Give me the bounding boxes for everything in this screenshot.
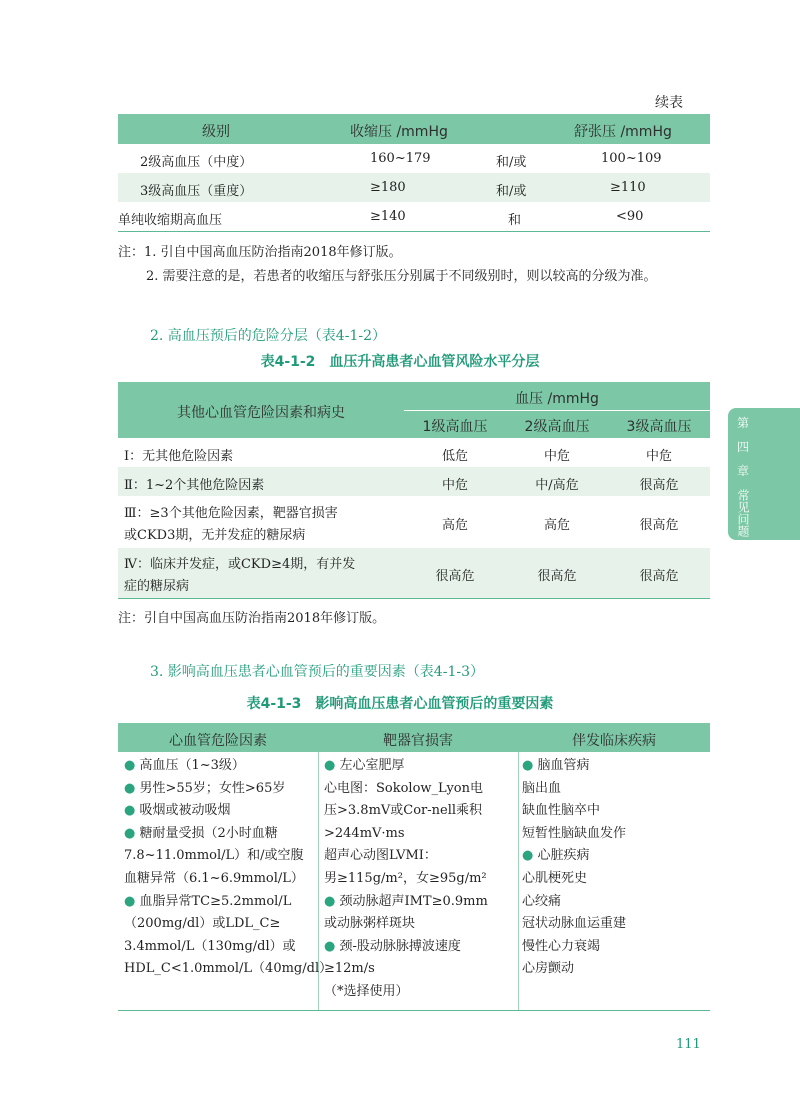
table-row bbox=[118, 438, 710, 467]
bullet-icon: ● bbox=[124, 780, 140, 796]
table3-title: 表4-1-3 影响高血压患者心血管预后的重要因素 bbox=[246, 696, 554, 712]
table3-header-3: 伴发临床疾病 bbox=[572, 733, 656, 749]
table2-subheader-2: 2级高血压 bbox=[524, 419, 590, 435]
table1-note-2: 2. 需要注意的是，若患者的收缩压与舒张压分别属于不同级别时，则以较高的分级为准。 bbox=[146, 269, 657, 284]
list-item bbox=[522, 913, 626, 936]
list-item-text: 冠状动脉血运重建 bbox=[522, 916, 627, 932]
list-item-text: 心肌梗死史 bbox=[522, 870, 588, 886]
bullet-icon: ● bbox=[522, 758, 538, 773]
list-item-text: 高血压（1~3级） bbox=[139, 758, 245, 773]
list-item-text: 男性>55岁；女性>65岁 bbox=[139, 780, 286, 796]
dbp-cell: <90 bbox=[616, 209, 644, 224]
bullet-icon: ● bbox=[324, 893, 340, 909]
table-row bbox=[118, 144, 710, 173]
list-item bbox=[324, 778, 488, 801]
list-item bbox=[324, 936, 488, 959]
conj-cell: 和/或 bbox=[496, 155, 527, 170]
table1-header bbox=[118, 114, 710, 144]
table-row bbox=[118, 496, 710, 548]
table1-header-sbp: 收缩压 /mmHg bbox=[350, 124, 448, 140]
clinical-disease-column bbox=[522, 755, 626, 981]
table-row bbox=[118, 173, 710, 202]
list-item-text: 7.8~11.0mmol/L）和/或空腹 bbox=[124, 848, 304, 864]
dbp-cell: ≥110 bbox=[610, 180, 646, 195]
list-item-text: 心房颤动 bbox=[522, 961, 575, 977]
table3-header-1: 心血管危险因素 bbox=[169, 733, 267, 749]
risk-cell: 中危 bbox=[441, 478, 468, 493]
section3-heading: 3. 影响高血压患者心血管预后的重要因素（表4-1-3） bbox=[150, 664, 484, 680]
list-item-text: 吸烟或被动吸烟 bbox=[139, 803, 231, 819]
list-item-text: （*选择使用） bbox=[324, 983, 409, 999]
risk-cell: 中危 bbox=[543, 449, 570, 464]
list-item bbox=[522, 958, 626, 981]
bullet-icon: ● bbox=[324, 758, 340, 773]
table2-title: 表4-1-2 血压升高患者心血管风险水平分层 bbox=[260, 354, 540, 370]
table-row bbox=[118, 548, 710, 598]
table1-header-dbp: 舒张压 /mmHg bbox=[574, 124, 672, 140]
list-item bbox=[324, 868, 488, 891]
list-item bbox=[522, 755, 626, 778]
risk-cell: 很高危 bbox=[537, 569, 577, 584]
sbp-cell: 160~179 bbox=[370, 151, 431, 166]
list-item bbox=[522, 845, 626, 868]
column-divider bbox=[518, 752, 519, 1010]
list-item bbox=[124, 868, 332, 891]
bullet-icon: ● bbox=[324, 938, 340, 954]
list-item-text: 心脏疾病 bbox=[537, 848, 590, 864]
continued-label: 续表 bbox=[655, 95, 683, 111]
list-item-text: 颈动脉超声IMT≥0.9mm bbox=[339, 893, 488, 909]
list-item bbox=[522, 823, 626, 846]
list-item-text: 糖耐量受损（2小时血糖 bbox=[139, 825, 278, 841]
section2-heading: 2. 高血压预后的危险分层（表4-1-2） bbox=[150, 328, 386, 344]
risk-factor-cell-line1: Ⅳ：临床并发症，或CKD≥4期，有并发 bbox=[124, 557, 356, 572]
list-item bbox=[324, 958, 488, 981]
list-item-text: 压>3.8mV或Cor-nell乘积 bbox=[324, 803, 483, 819]
list-item bbox=[124, 755, 332, 778]
table-row bbox=[118, 202, 710, 231]
list-item bbox=[522, 800, 626, 823]
list-item bbox=[522, 868, 626, 891]
list-item-text: 缺血性脑卒中 bbox=[522, 803, 601, 819]
list-item-text: 血脂异常TC≥5.2mmol/L bbox=[139, 893, 292, 909]
risk-cell: 中危 bbox=[645, 449, 672, 464]
chapter-topic: 常见问题 bbox=[736, 489, 750, 537]
risk-factor-column bbox=[124, 755, 332, 981]
list-item-text: 心电图：Sokolow_Lyon电 bbox=[324, 780, 483, 796]
list-item bbox=[124, 778, 332, 801]
risk-cell: 很高危 bbox=[435, 569, 475, 584]
list-item-text: （200mg/dl）或LDL_C≥ bbox=[124, 916, 281, 932]
list-item-text: 3.4mmol/L（130mg/dl）或 bbox=[124, 938, 296, 954]
list-item-text: 颈-股动脉脉搏波速度 bbox=[339, 938, 461, 954]
table2-header bbox=[118, 382, 710, 438]
bullet-icon: ● bbox=[522, 848, 538, 864]
table1-header-level: 级别 bbox=[202, 124, 230, 140]
level-cell: 2级高血压（中度） bbox=[140, 155, 253, 170]
risk-cell: 很高危 bbox=[639, 478, 679, 493]
table2-header-left: 其他心血管危险因素和病史 bbox=[177, 405, 345, 421]
list-item bbox=[324, 845, 488, 868]
level-cell: 单纯收缩期高血压 bbox=[118, 213, 223, 228]
list-item-text: 心绞痛 bbox=[522, 893, 562, 909]
list-item-text: HDL_C<1.0mmol/L（40mg/dl） bbox=[124, 961, 333, 977]
table1-note-1: 注：1. 引自中国高血压防治指南2018年修订版。 bbox=[118, 245, 402, 260]
level-cell: 3级高血压（重度） bbox=[140, 184, 253, 199]
bullet-icon: ● bbox=[124, 803, 140, 819]
bullet-icon: ● bbox=[124, 758, 140, 773]
sbp-cell: ≥140 bbox=[370, 209, 406, 224]
sbp-cell: ≥180 bbox=[370, 180, 406, 195]
table2-header-group: 血压 /mmHg bbox=[515, 391, 599, 407]
chapter-char-2: 四 bbox=[736, 440, 749, 454]
list-item-text: >244mV·ms bbox=[324, 825, 405, 841]
header-divider bbox=[404, 410, 710, 411]
dbp-cell: 100~109 bbox=[601, 151, 662, 166]
table-row bbox=[118, 467, 710, 496]
list-item-text: 血糖异常（6.1~6.9mmol/L） bbox=[124, 870, 304, 886]
list-item bbox=[324, 823, 488, 846]
table3-header-2: 靶器官损害 bbox=[383, 733, 453, 749]
list-item bbox=[522, 891, 626, 914]
table3-header bbox=[118, 723, 710, 752]
risk-factor-cell: Ⅱ：1~2个其他危险因素 bbox=[124, 478, 265, 493]
list-item bbox=[124, 891, 332, 914]
table2-note: 注：引自中国高血压防治指南2018年修订版。 bbox=[118, 611, 386, 626]
list-item-text: 或动脉粥样斑块 bbox=[324, 916, 416, 932]
risk-factor-cell: Ⅰ：无其他危险因素 bbox=[124, 449, 234, 464]
risk-factor-cell-line2: 或CKD3期，无并发症的糖尿病 bbox=[124, 528, 306, 543]
list-item-text: 男≥115g/m²，女≥95g/m² bbox=[324, 870, 487, 886]
list-item-text: 左心室肥厚 bbox=[339, 758, 405, 773]
table2-subheader-1: 1级高血压 bbox=[422, 419, 488, 435]
conj-cell: 和/或 bbox=[496, 184, 527, 199]
table3-bottom-rule bbox=[118, 1010, 710, 1011]
risk-cell: 低危 bbox=[441, 449, 468, 464]
target-organ-column bbox=[324, 755, 488, 1004]
list-item bbox=[124, 936, 332, 959]
list-item bbox=[522, 936, 626, 959]
list-item bbox=[324, 981, 488, 1004]
list-item bbox=[124, 800, 332, 823]
table2-subheader-3: 3级高血压 bbox=[626, 419, 692, 435]
risk-factor-cell-line1: Ⅲ：≥3个其他危险因素，靶器官损害 bbox=[124, 506, 338, 521]
list-item bbox=[324, 913, 488, 936]
risk-cell: 很高危 bbox=[639, 518, 679, 533]
chapter-char-1: 第 bbox=[736, 416, 749, 430]
list-item-text: 脑血管病 bbox=[537, 758, 590, 773]
list-item-text: 慢性心力衰竭 bbox=[522, 938, 601, 954]
list-item bbox=[324, 800, 488, 823]
chapter-tab bbox=[728, 408, 800, 540]
list-item bbox=[124, 823, 332, 846]
list-item bbox=[124, 845, 332, 868]
list-item bbox=[324, 755, 488, 778]
list-item bbox=[522, 778, 626, 801]
bullet-icon: ● bbox=[124, 893, 140, 909]
risk-cell: 中/高危 bbox=[535, 478, 579, 493]
list-item-text: 超声心动图LVMI： bbox=[324, 848, 437, 864]
list-item bbox=[124, 958, 332, 981]
list-item-text: 脑出血 bbox=[522, 780, 562, 796]
risk-factor-cell-line2: 症的糖尿病 bbox=[124, 579, 190, 594]
risk-cell: 很高危 bbox=[639, 569, 679, 584]
list-item-text: 短暂性脑缺血发作 bbox=[522, 825, 627, 841]
table1-bottom-rule bbox=[118, 231, 710, 232]
table2-bottom-rule bbox=[118, 598, 710, 599]
chapter-char-3: 章 bbox=[736, 464, 749, 478]
list-item-text: ≥12m/s bbox=[324, 961, 375, 977]
list-item bbox=[124, 913, 332, 936]
page-number: 111 bbox=[676, 1037, 701, 1052]
list-item bbox=[324, 891, 488, 914]
conj-cell: 和 bbox=[508, 213, 522, 228]
risk-cell: 高危 bbox=[441, 518, 468, 533]
risk-cell: 高危 bbox=[543, 518, 570, 533]
bullet-icon: ● bbox=[124, 825, 140, 841]
